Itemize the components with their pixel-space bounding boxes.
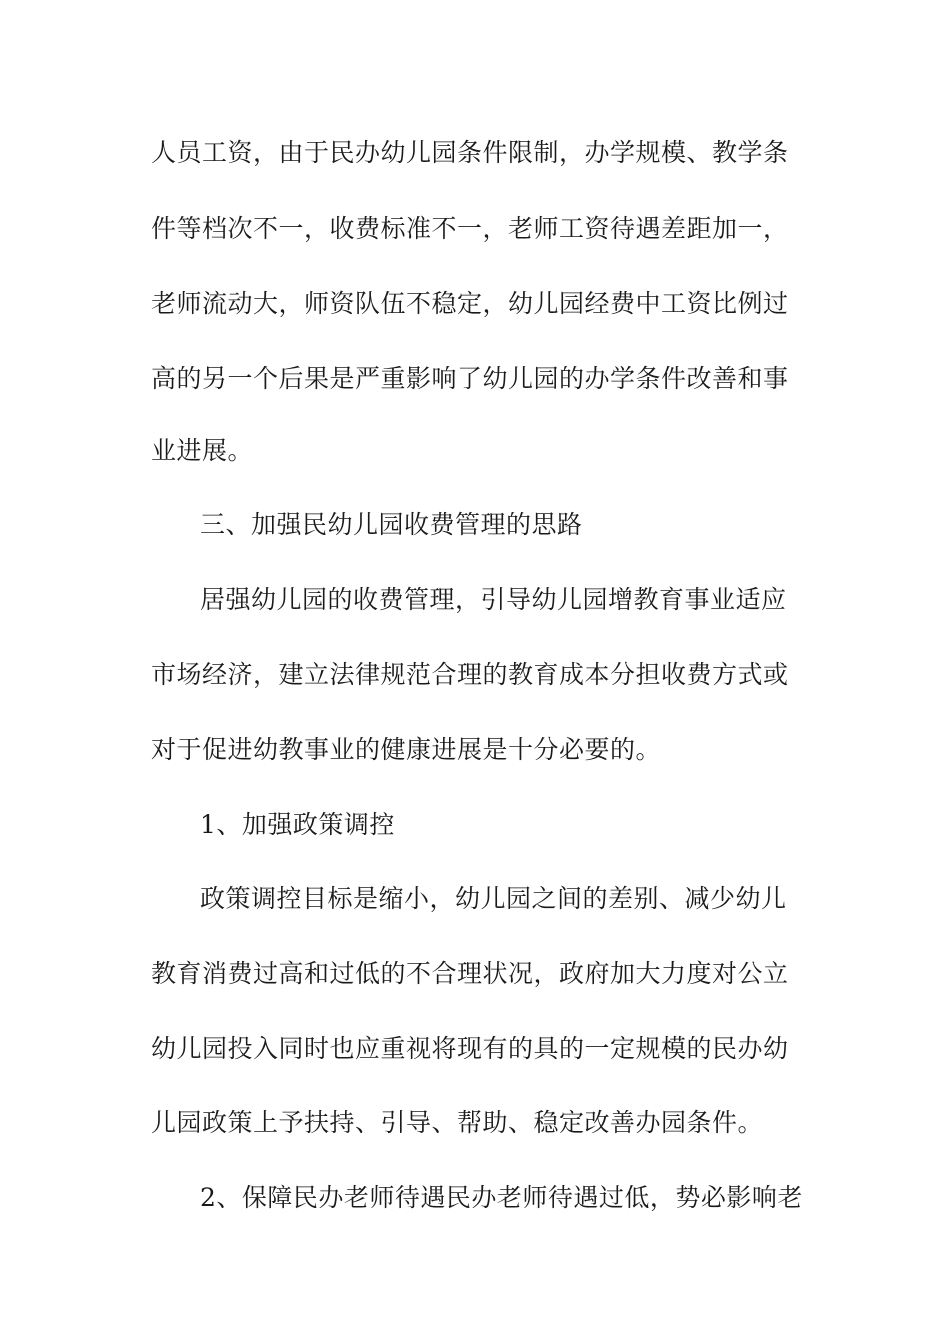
subsection-heading: 2、保障民办老师待遇民办老师待遇过低，势必影响老 <box>200 1183 803 1212</box>
subsection-heading: 1、加强政策调控 <box>200 810 395 839</box>
text-line: 高的另一个后果是严重影响了幼儿园的办学条件改善和事 <box>151 364 789 393</box>
text-line: 业进展。 <box>151 436 254 465</box>
paragraph-first-line: 政策调控目标是缩小，幼儿园之间的差别、减少幼儿 <box>200 884 787 913</box>
text-line: 老师流动大，师资队伍不稳定，幼儿园经费中工资比例过 <box>151 289 789 318</box>
text-line: 市场经济，建立法律规范合理的教育成本分担收费方式或 <box>151 660 789 689</box>
text-line: 教育消费过高和过低的不合理状况，政府加大力度对公立 <box>151 959 789 988</box>
text-line: 件等档次不一，收费标准不一，老师工资待遇差距加一， <box>151 214 789 243</box>
section-heading: 三、加强民幼儿园收费管理的思路 <box>200 510 583 539</box>
text-line: 幼儿园投入同时也应重视将现有的具的一定规模的民办幼 <box>151 1034 789 1063</box>
text-line: 儿园政策上予扶持、引导、帮助、稳定改善办园条件。 <box>151 1108 764 1137</box>
text-line: 人员工资，由于民办幼儿园条件限制，办学规模、教学条 <box>151 138 789 167</box>
paragraph-first-line: 居强幼儿园的收费管理，引导幼儿园增教育事业适应 <box>200 585 787 614</box>
text-line: 对于促进幼教事业的健康进展是十分必要的。 <box>151 735 662 764</box>
